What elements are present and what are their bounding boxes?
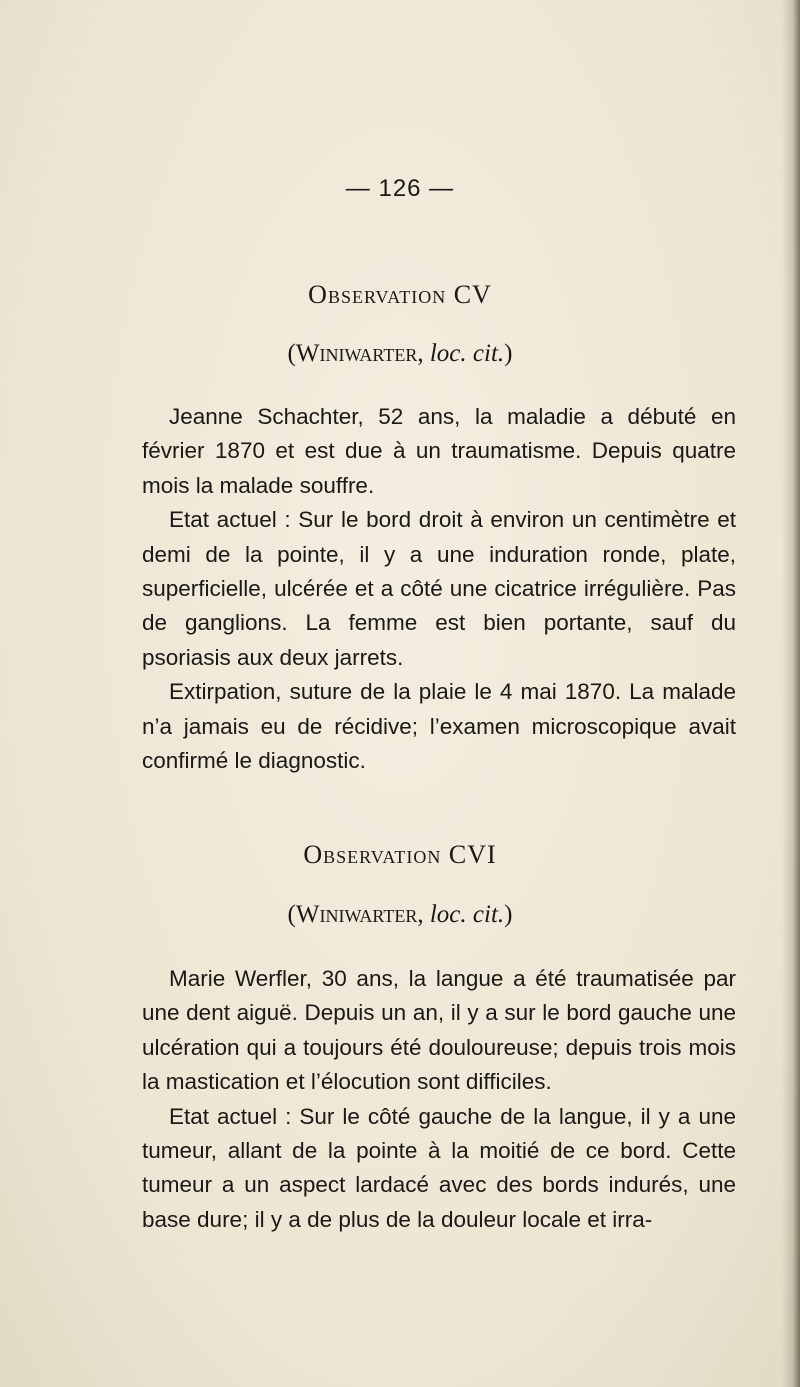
paragraph: Jeanne Schachter, 52 ans, la maladie a débuté en février 1870 et est due à un traumatisme. Depuis quatre mois la malade souffre. — [142, 404, 736, 498]
page-edge-shadow — [782, 0, 800, 1387]
observation-source: (Winiwarter, loc. cit.) — [287, 340, 513, 367]
observation-body — [142, 400, 736, 778]
observation-source: (Winiwarter, loc. cit.) — [287, 901, 513, 928]
paragraph: Etat actuel : Sur le bord droit à environ un centimètre et demi de la pointe, il y a une induration ronde, plate, superficielle, ulcérée et a côté une cicatrice irrégulière. Pas de ganglions. La femme est bien portante, sauf du psoriasis aux deux jarrets. — [142, 507, 736, 670]
paragraph: Etat actuel : Sur le côté gauche de la langue, il y a une tumeur, allant de la pointe à la moitié de ce bord. Cette tumeur a un aspect lardacé avec des bords indurés, une base dure; il y a de plus de la douleur locale et irra- — [142, 1103, 736, 1232]
observation-title: Observation CVI — [303, 840, 497, 869]
observation-body — [142, 962, 736, 1237]
page-number: — 126 — — [345, 175, 455, 202]
source-reference: loc. cit. — [429, 901, 505, 928]
paragraph: Marie Werfler, 30 ans, la langue a été traumatisée par une dent aiguë. Depuis un an, il y a sur le bord gauche une ulcération qui a toujours été douloureuse; depuis trois mois la mastication et l’élocution sont difficiles. — [142, 966, 736, 1095]
observation-title: Observation CV — [308, 280, 492, 309]
source-author: Winiwarter, — [295, 340, 424, 367]
source-reference: loc. cit. — [429, 340, 505, 367]
paragraph: Extirpation, suture de la plaie le 4 mai 1870. La malade n’a jamais eu de récidive; l’examen microscopique avait confirmé le diagnostic. — [142, 679, 736, 774]
source-author: Winiwarter, — [295, 901, 424, 928]
